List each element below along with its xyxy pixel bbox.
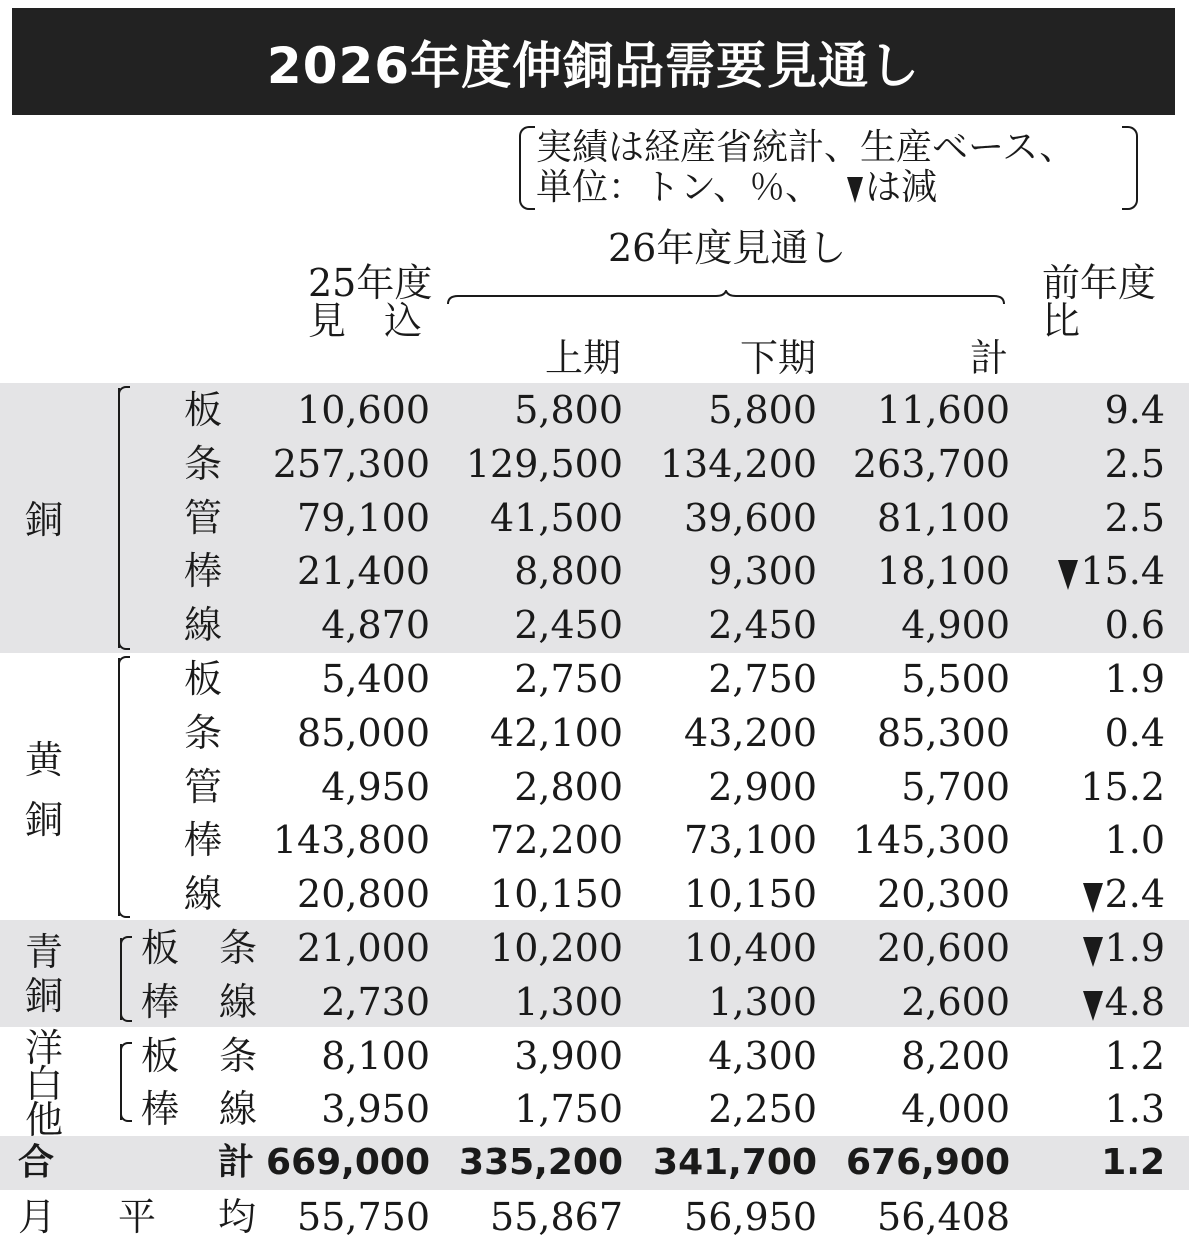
table-row bbox=[0, 652, 1189, 706]
value-prev: 85,000 bbox=[297, 711, 430, 755]
value-total: 5,700 bbox=[901, 765, 1010, 809]
value-h1: 42,100 bbox=[490, 711, 623, 755]
total-label-b: 計 bbox=[218, 1142, 255, 1183]
value-ratio: 15.2 bbox=[1080, 765, 1165, 809]
value-ratio: 2.5 bbox=[1104, 496, 1165, 540]
avg-h1: 55,867 bbox=[490, 1195, 623, 1239]
header-prev-line1: 25年度 bbox=[308, 261, 433, 305]
value-total: 8,200 bbox=[901, 1034, 1010, 1078]
value-prev: 10,600 bbox=[297, 388, 430, 432]
note-bracket-right bbox=[1122, 126, 1138, 210]
value-total: 263,700 bbox=[852, 442, 1010, 486]
value-h1: 1,750 bbox=[514, 1087, 623, 1131]
value-h1: 2,750 bbox=[514, 657, 623, 701]
note-decrease: は減 bbox=[865, 167, 938, 208]
decrease-triangle-icon bbox=[847, 177, 863, 203]
value-total: 85,300 bbox=[877, 711, 1010, 755]
note-line-1: 実績は経産省統計、生産ベース、 bbox=[536, 127, 1076, 168]
value-prev: 21,400 bbox=[297, 549, 430, 593]
value-h2: 2,250 bbox=[708, 1087, 817, 1131]
table-row bbox=[0, 813, 1189, 867]
value-prev: 79,100 bbox=[297, 496, 430, 540]
decrease-triangle-icon bbox=[1083, 991, 1103, 1021]
value-h2: 134,200 bbox=[659, 442, 817, 486]
value-ratio: 1.9 bbox=[1000, 921, 1165, 975]
value-h1: 2,800 bbox=[514, 765, 623, 809]
table-row bbox=[0, 383, 1189, 437]
decrease-triangle-icon bbox=[1083, 937, 1103, 967]
value-h2: 4,300 bbox=[708, 1034, 817, 1078]
value-total: 5,500 bbox=[901, 657, 1010, 701]
total-ratio: 1.2 bbox=[1101, 1142, 1165, 1183]
table-row bbox=[0, 975, 1189, 1029]
forecast-span-brace bbox=[446, 290, 1006, 306]
total-h1: 335,200 bbox=[459, 1142, 623, 1183]
value-h1: 41,500 bbox=[490, 496, 623, 540]
value-ratio: 9.4 bbox=[1104, 388, 1165, 432]
group-label-bronze: 青 銅 bbox=[24, 930, 63, 1018]
item-label-b: 条 bbox=[218, 1034, 257, 1078]
value-h1: 10,150 bbox=[490, 872, 623, 916]
value-prev: 2,730 bbox=[321, 980, 430, 1024]
avg-total: 56,408 bbox=[877, 1195, 1010, 1239]
value-h1: 129,500 bbox=[465, 442, 623, 486]
item-label-a: 板 bbox=[140, 926, 179, 970]
value-ratio: 1.3 bbox=[1104, 1087, 1165, 1131]
total-h2: 341,700 bbox=[653, 1142, 817, 1183]
value-h1: 2,450 bbox=[514, 603, 623, 647]
table-row-monthly-average bbox=[0, 1190, 1189, 1244]
item-label: 棒 bbox=[183, 818, 222, 862]
value-h1: 3,900 bbox=[514, 1034, 623, 1078]
table-row bbox=[0, 867, 1189, 921]
group-label-nickel-silver: 洋 白 他 bbox=[24, 1026, 63, 1142]
group-label-brass: 黄 銅 bbox=[24, 738, 63, 842]
value-total: 4,000 bbox=[901, 1087, 1010, 1131]
item-label: 板 bbox=[183, 657, 222, 701]
group-label-copper: 銅 bbox=[24, 498, 63, 542]
item-label-a: 棒 bbox=[140, 980, 179, 1024]
header-h1: 上期 bbox=[545, 336, 622, 380]
avg-label-a: 月 bbox=[18, 1195, 57, 1239]
table-row bbox=[0, 1082, 1189, 1136]
table-row bbox=[0, 544, 1189, 598]
value-total: 145,300 bbox=[852, 818, 1010, 862]
value-h1: 8,800 bbox=[514, 549, 623, 593]
item-label-b: 条 bbox=[218, 926, 257, 970]
table-row bbox=[0, 1029, 1189, 1083]
decrease-triangle-icon bbox=[1058, 560, 1078, 590]
item-label-a: 板 bbox=[140, 1034, 179, 1078]
value-prev: 21,000 bbox=[297, 926, 430, 970]
table-row-total bbox=[0, 1136, 1189, 1190]
value-total: 20,600 bbox=[877, 926, 1010, 970]
item-label: 線 bbox=[183, 872, 222, 916]
avg-prev: 55,750 bbox=[297, 1195, 430, 1239]
item-label-b: 線 bbox=[218, 980, 257, 1024]
value-ratio: 0.6 bbox=[1104, 603, 1165, 647]
value-ratio: 15.4 bbox=[1000, 544, 1165, 598]
avg-label-c: 均 bbox=[218, 1195, 257, 1239]
avg-h2: 56,950 bbox=[684, 1195, 817, 1239]
value-h2: 10,400 bbox=[684, 926, 817, 970]
value-h2: 43,200 bbox=[684, 711, 817, 755]
value-h2: 10,150 bbox=[684, 872, 817, 916]
value-h1: 10,200 bbox=[490, 926, 623, 970]
table-row bbox=[0, 437, 1189, 491]
value-h2: 5,800 bbox=[708, 388, 817, 432]
item-label: 条 bbox=[183, 442, 222, 486]
value-prev: 4,870 bbox=[321, 603, 430, 647]
header-prev-line2: 見 込 bbox=[308, 299, 423, 343]
avg-label-b: 平 bbox=[118, 1195, 157, 1239]
item-label: 管 bbox=[183, 496, 222, 540]
value-ratio: 1.0 bbox=[1104, 818, 1165, 862]
value-ratio: 0.4 bbox=[1104, 711, 1165, 755]
value-prev: 143,800 bbox=[272, 818, 430, 862]
header-ratio-line1: 前年度 bbox=[1042, 261, 1157, 305]
table-row bbox=[0, 598, 1189, 652]
header-ratio-line2: 比 bbox=[1042, 299, 1081, 343]
header-forecast-span: 26年度見通し bbox=[608, 226, 847, 270]
item-label: 管 bbox=[183, 765, 222, 809]
item-label-b: 線 bbox=[218, 1087, 257, 1131]
value-h2: 2,450 bbox=[708, 603, 817, 647]
value-total: 2,600 bbox=[901, 980, 1010, 1024]
item-label: 板 bbox=[183, 388, 222, 432]
value-prev: 3,950 bbox=[321, 1087, 430, 1131]
value-h1: 1,300 bbox=[514, 980, 623, 1024]
item-label: 線 bbox=[183, 603, 222, 647]
total-prev: 669,000 bbox=[266, 1142, 430, 1183]
note-bracket-left bbox=[519, 126, 535, 210]
value-h2: 39,600 bbox=[684, 496, 817, 540]
value-total: 20,300 bbox=[877, 872, 1010, 916]
note-line-2 bbox=[536, 168, 937, 208]
note-unit: 単位：トン、％、 bbox=[536, 167, 822, 208]
decrease-triangle-icon bbox=[1083, 883, 1103, 913]
value-prev: 20,800 bbox=[297, 872, 430, 916]
value-h1: 5,800 bbox=[514, 388, 623, 432]
total-label-a: 合 bbox=[18, 1142, 55, 1183]
value-total: 81,100 bbox=[877, 496, 1010, 540]
table-row bbox=[0, 706, 1189, 760]
item-label: 棒 bbox=[183, 549, 222, 593]
value-total: 4,900 bbox=[901, 603, 1010, 647]
table-row bbox=[0, 921, 1189, 975]
header-h2: 下期 bbox=[740, 336, 817, 380]
value-h2: 2,900 bbox=[708, 765, 817, 809]
value-prev: 5,400 bbox=[321, 657, 430, 701]
value-prev: 8,100 bbox=[321, 1034, 430, 1078]
value-prev: 4,950 bbox=[321, 765, 430, 809]
value-total: 18,100 bbox=[877, 549, 1010, 593]
value-ratio: 4.8 bbox=[1000, 975, 1165, 1029]
table-row bbox=[0, 491, 1189, 545]
value-h2: 9,300 bbox=[708, 549, 817, 593]
table-row bbox=[0, 760, 1189, 814]
item-label: 条 bbox=[183, 711, 222, 755]
value-h1: 72,200 bbox=[490, 818, 623, 862]
value-ratio: 2.4 bbox=[1000, 867, 1165, 921]
value-ratio: 1.2 bbox=[1104, 1034, 1165, 1078]
total-total: 676,900 bbox=[846, 1142, 1010, 1183]
value-total: 11,600 bbox=[877, 388, 1010, 432]
value-h2: 73,100 bbox=[684, 818, 817, 862]
value-ratio: 1.9 bbox=[1104, 657, 1165, 701]
value-prev: 257,300 bbox=[272, 442, 430, 486]
value-h2: 1,300 bbox=[708, 980, 817, 1024]
value-ratio: 2.5 bbox=[1104, 442, 1165, 486]
item-label-a: 棒 bbox=[140, 1087, 179, 1131]
value-h2: 2,750 bbox=[708, 657, 817, 701]
header-total: 計 bbox=[970, 336, 1009, 380]
page-title: 2026年度伸銅品需要見通し bbox=[12, 8, 1175, 115]
